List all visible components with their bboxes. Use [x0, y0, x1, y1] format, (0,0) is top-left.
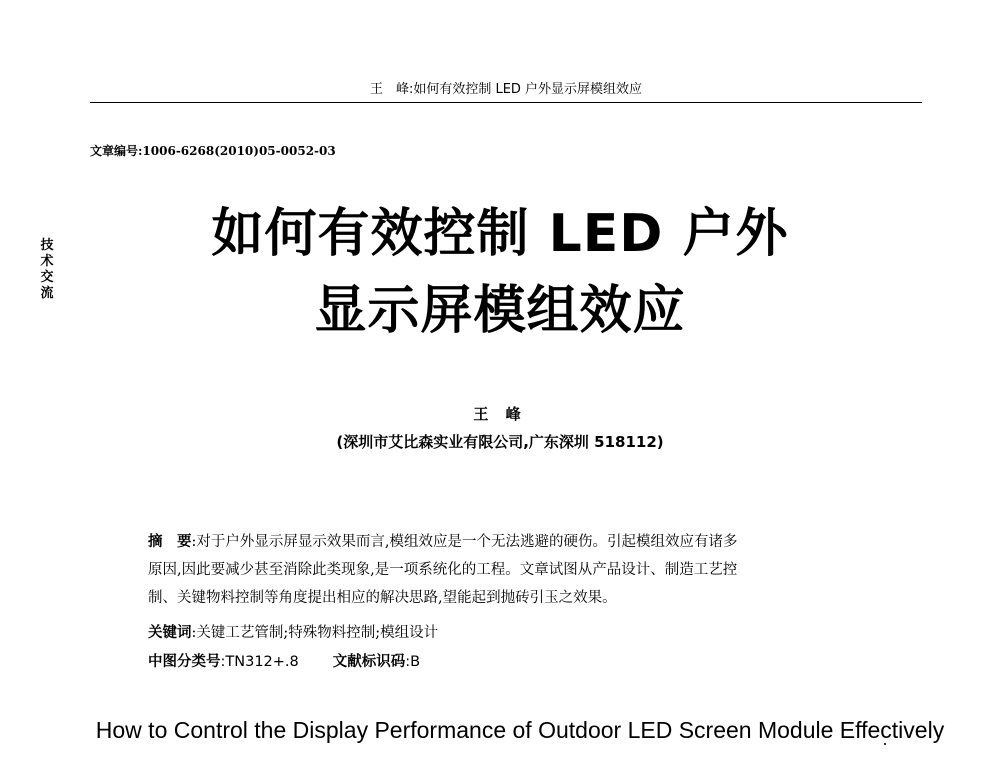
keywords-text: :关键工艺管制;特殊物料控制;模组设计 [191, 625, 439, 641]
keywords-label: 关键词 [148, 625, 192, 641]
doc-code-value: :B [405, 654, 421, 670]
affiliation: (深圳市艾比森实业有限公司,广东深圳 518112) [336, 433, 664, 451]
header-rule [90, 102, 922, 103]
abstract [148, 528, 888, 612]
running-header: 王 峰:如何有效控制 LED 户外显示屏模组效应 [369, 82, 643, 97]
side-char: 技 [40, 238, 54, 253]
abstract-text: :对于户外显示屏显示效果而言,模组效应是一个无法逃避的硬伤。引起模组效应有诸多 [191, 534, 738, 550]
english-title: How to Control the Display Performance of Outdoor LED Screen Module Effectively [95, 717, 945, 743]
side-char: 流 [40, 286, 54, 301]
clc-value: :TN312+.8 [220, 654, 299, 670]
title-line-1: 如何有效控制 LED 户外 [211, 204, 789, 264]
abstract-line-1 [148, 528, 888, 556]
clc-label: 中图分类号 [148, 654, 221, 670]
doc-code-label: 文献标识码 [332, 654, 406, 670]
side-char: 交 [40, 270, 54, 285]
abstract-label: 摘 要 [148, 534, 192, 550]
classification [148, 650, 420, 671]
title-line-2: 显示屏模组效应 [314, 281, 686, 341]
abstract-line-3: 制、关键物料控制等角度提出相应的解决思路,望能起到抛砖引玉之效果。 [148, 590, 617, 606]
author: 王 峰 [473, 405, 527, 423]
scan-speck [884, 743, 886, 745]
abstract-line-2: 原因,因此要减少甚至消除此类现象,是一项系统化的工程。文章试图从产品设计、制造工艺控 [148, 562, 738, 578]
side-char: 术 [40, 254, 54, 269]
article-number: 文章编号:1006-6268(2010)05-0052-03 [90, 144, 336, 158]
keywords [148, 621, 438, 642]
